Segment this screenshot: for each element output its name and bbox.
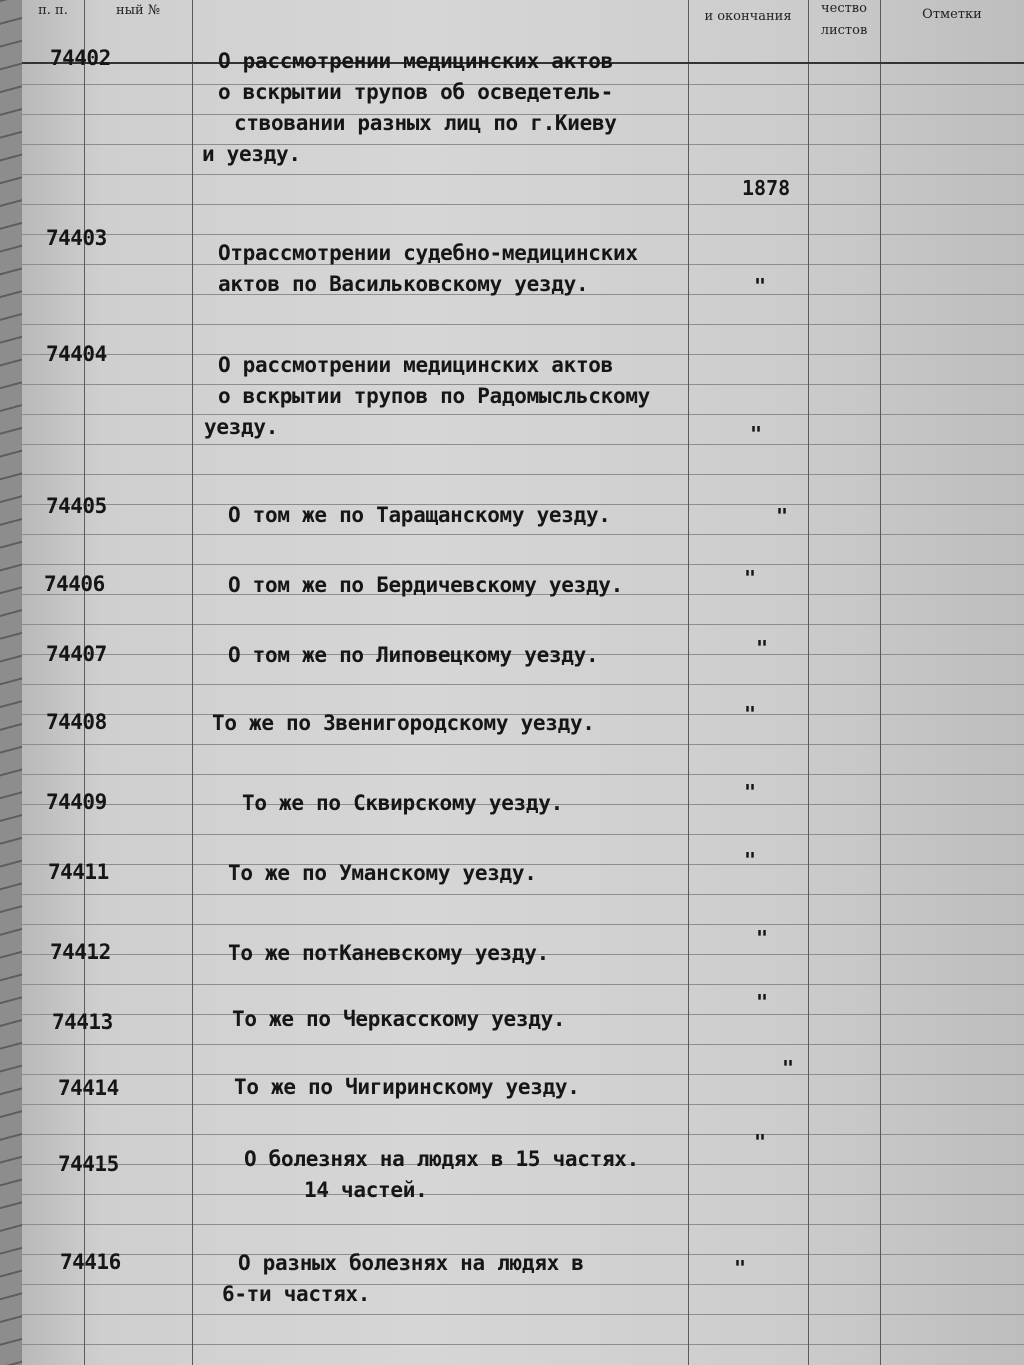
entry-title-line: и уезду.: [202, 142, 301, 166]
entry-title-line: актов по Васильковскому уезду.: [218, 272, 589, 296]
ruling-line: [22, 774, 1024, 775]
entry-date: ": [754, 1130, 767, 1154]
entry-date: ": [734, 1256, 747, 1280]
ruling-line: [22, 834, 1024, 835]
column-divider-sheets: [808, 0, 809, 1365]
header-dates: и окончания: [704, 9, 792, 24]
entry-number: 74404: [46, 342, 107, 366]
entry-title-line: О том же по Бердичевскому уезду.: [228, 573, 623, 597]
header-number: ный №: [115, 3, 161, 18]
entry-number: 74408: [46, 710, 107, 734]
entry-title-line: уезду.: [204, 415, 279, 439]
entry-title-line: 14 частей.: [304, 1178, 428, 1202]
ruling-line: [22, 1344, 1024, 1345]
entry-number: 74416: [60, 1250, 121, 1274]
header-sheets-line2: листов: [820, 23, 868, 38]
entry-title-line: ствовании разных лиц по г.Киеву: [234, 111, 617, 135]
header-index: п. п.: [38, 3, 68, 18]
entry-number: 74412: [50, 940, 111, 964]
ruling-line: [22, 144, 1024, 145]
book-binding: [0, 0, 22, 1365]
entry-number: 74406: [44, 572, 105, 596]
entry-title-line: О рассмотрении медицинских актов: [218, 49, 613, 73]
ruling-line: [22, 684, 1024, 685]
entry-title-line: О том же по Таращанскому уезду.: [228, 503, 611, 527]
entry-date: ": [754, 274, 767, 298]
ruling-line: [22, 1104, 1024, 1105]
entry-title-line: 6-ти частях.: [222, 1282, 371, 1306]
ruling-line: [22, 1314, 1024, 1315]
ruling-line: [22, 1284, 1024, 1285]
entry-date: ": [744, 848, 757, 872]
ruling-line: [22, 1194, 1024, 1195]
entry-number: 74414: [58, 1076, 119, 1100]
entry-date: ": [756, 926, 769, 950]
entry-title-line: То же по Сквирскому уезду.: [242, 791, 563, 815]
entry-title-line: О том же по Липовецкому уезду.: [228, 643, 599, 667]
ruling-line: [22, 564, 1024, 565]
entry-title-line: То же по Уманскому уезду.: [228, 861, 537, 885]
entry-number: 74405: [46, 494, 107, 518]
ruling-line: [22, 984, 1024, 985]
entry-number: 74407: [46, 642, 107, 666]
entry-title-line: Отрассмотрении судебно-медицинских: [218, 241, 638, 265]
column-divider-dates: [688, 0, 689, 1365]
entry-number: 74402: [50, 46, 111, 70]
column-divider-notes: [880, 0, 881, 1365]
entry-title-line: О разных болезнях на людях в: [238, 1251, 584, 1275]
entry-number: 74403: [46, 226, 107, 250]
entry-date: ": [756, 636, 769, 660]
entry-number: 74411: [48, 860, 109, 884]
column-divider-title: [192, 0, 193, 1365]
entry-date: ": [756, 990, 769, 1014]
entry-title-line: То же потКаневскому уезду.: [228, 941, 549, 965]
entry-date: ": [782, 1056, 795, 1080]
ruling-line: [22, 1044, 1024, 1045]
ruling-line: [22, 1134, 1024, 1135]
entry-title-line: О болезнях на людях в 15 частях.: [244, 1147, 639, 1171]
ruling-line: [22, 534, 1024, 535]
ruling-line: [22, 474, 1024, 475]
ruling-line: [22, 744, 1024, 745]
entry-title-line: То же по Чигиринскому уезду.: [234, 1075, 580, 1099]
ruling-line: [22, 174, 1024, 175]
ruling-line: [22, 204, 1024, 205]
entry-date: ": [776, 504, 789, 528]
entry-title-line: о вскрытии трупов по Радомысльскому: [218, 384, 651, 408]
ruling-line: [22, 894, 1024, 895]
entry-title-line: То же по Звенигородскому уезду.: [212, 711, 595, 735]
entry-date: ": [744, 566, 757, 590]
entry-date: ": [744, 780, 757, 804]
entry-title-line: о вскрытии трупов об осведетель-: [218, 80, 613, 104]
ruling-line: [22, 1224, 1024, 1225]
entry-date: 1878: [742, 176, 791, 200]
ruling-line: [22, 234, 1024, 235]
ruling-line: [22, 324, 1024, 325]
entry-number: 74409: [46, 790, 107, 814]
ruling-line: [22, 924, 1024, 925]
entry-date: ": [744, 702, 757, 726]
header-sheets-line1: чество: [821, 1, 867, 16]
ruling-line: [22, 444, 1024, 445]
entry-number: 74413: [52, 1010, 113, 1034]
ruling-line: [22, 414, 1024, 415]
entry-number: 74415: [58, 1152, 119, 1176]
header-notes: Отметки: [922, 7, 982, 22]
ledger-page: [22, 0, 1024, 1365]
entry-title-line: О рассмотрении медицинских актов: [218, 353, 613, 377]
ruling-line: [22, 624, 1024, 625]
entry-title-line: То же по Черкасскому уезду.: [232, 1007, 566, 1031]
entry-date: ": [750, 422, 763, 446]
